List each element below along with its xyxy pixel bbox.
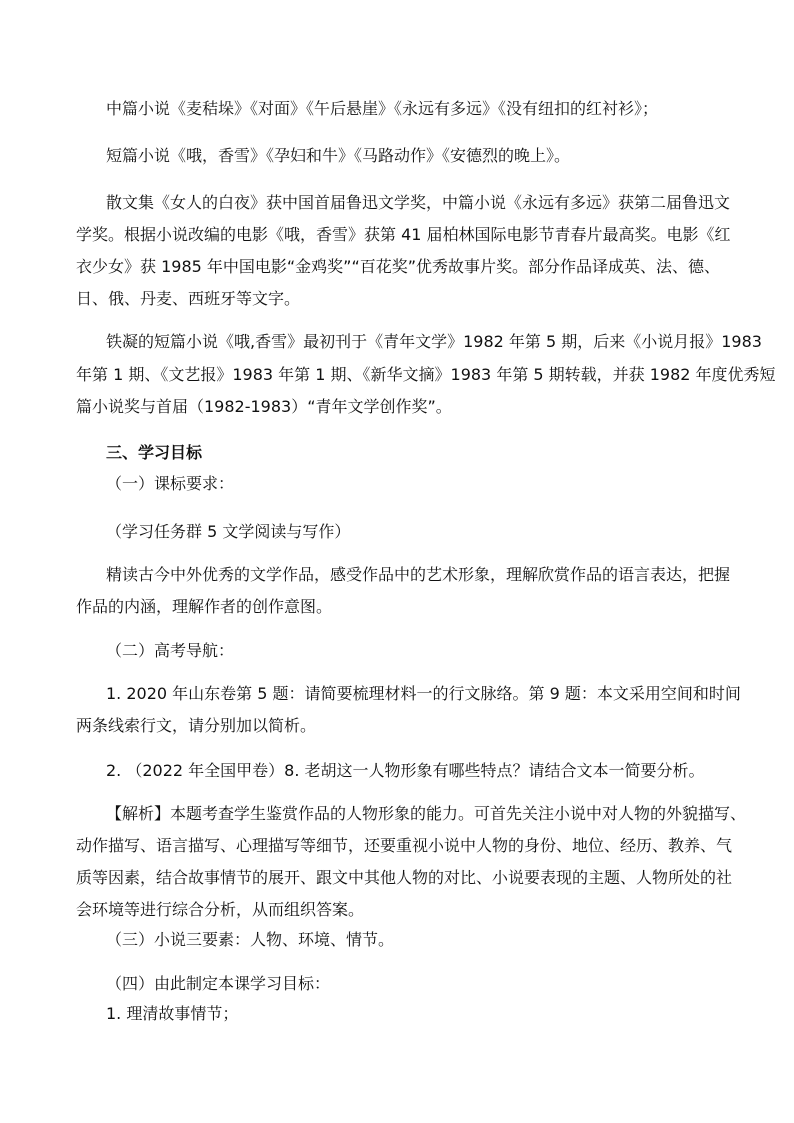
goal-item-1: 1. 理清故事情节； [106,1004,239,1023]
text-line-16: 1. 2020 年山东卷第 5 题：请简要梳理材料一的行文脉络。第 9 题：本文采用空间和时间 [106,684,741,703]
text-line-6: 日、俄、丹麦、西班牙等文字。 [76,289,301,308]
analysis-line-3: 质等因素，结合故事情节的展开、跟文中其他人物的对比、小说要表现的主题、人物所处的社 [76,868,733,887]
subheading-2: （二）高考导航： [106,641,235,660]
text-line-4: 学奖。根据小说改编的电影《哦，香雪》获第 41 届柏林国际电影节青春片最高奖。电影《红 [76,225,731,244]
text-line-5: 衣少女》获 1985 年中国电影“金鸡奖”“百花奖”优秀故事片奖。部分作品译成英、法、德、 [76,257,721,276]
text-line-18: 2. （2022 年全国甲卷）8. 老胡这一人物形象有哪些特点？请结合文本一简要分析。 [106,761,705,780]
text-line-14: 作品的内涵，理解作者的创作意图。 [76,597,333,616]
text-line-3: 散文集《女人的白夜》获中国首届鲁迅文学奖，中篇小说《永远有多远》获第二届鲁迅文 [106,193,731,212]
subheading-4: （四）由此制定本课学习目标： [106,974,331,993]
text-line-12: （学习任务群 5 文学阅读与写作） [106,522,351,541]
text-line-1: 中篇小说《麦秸垛》《对面》《午后悬崖》《永远有多远》《没有纽扣的红衬衫》； [106,99,659,118]
analysis-line-4: 会环境等进行综合分析，从而组织答案。 [76,900,365,919]
text-line-2: 短篇小说《哦，香雪》《孕妇和牛》《马路动作》《安德烈的晚上》。 [106,146,571,165]
analysis-line-2: 动作描写、语言描写、心理描写等细节，还要重视小说中人物的身份、地位、经历、教养、气 [76,836,733,855]
text-line-8: 年第 1 期、《文艺报》1983 年第 1 期、《新华文摘》1983 年第 5 期转载，并获 1982 年度优秀短 [76,365,776,384]
text-line-17: 两条线索行文，请分别加以简析。 [76,716,317,735]
subheading-1: （一）课标要求： [106,474,235,493]
text-line-9: 篇小说奖与首届（1982-1983）“青年文学创作奖”。 [76,397,452,416]
section-heading: 三、学习目标 [106,443,203,462]
subheading-3: （三）小说三要素：人物、环境、情节。 [106,930,395,949]
text-line-7: 铁凝的短篇小说《哦,香雪》最初刊于《青年文学》1982 年第 5 期，后来《小说月报》1983 [106,332,762,351]
analysis-line-1: 【解析】本题考查学生鉴赏作品的人物形象的能力。可首先关注小说中对人物的外貌描写、 [106,804,747,823]
text-line-13: 精读古今中外优秀的文学作品，感受作品中的艺术形象，理解欣赏作品的语言表达，把握 [106,565,731,584]
